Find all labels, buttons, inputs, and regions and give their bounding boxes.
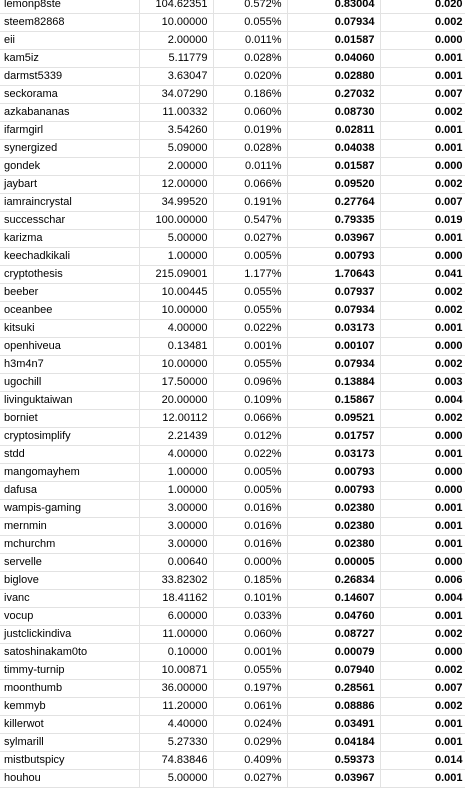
cell-amount[interactable]: 10.00871 [139, 662, 213, 680]
cell-amount[interactable]: 33.82302 [139, 572, 213, 590]
cell-account-name[interactable]: cryptothesis [0, 266, 139, 284]
cell-share[interactable]: 0.007 [380, 680, 465, 698]
cell-value[interactable]: 0.04184 [287, 734, 380, 752]
cell-share[interactable]: 0.002 [380, 410, 465, 428]
cell-percentage[interactable]: 0.572% [213, 0, 287, 14]
cell-share[interactable]: 0.001 [380, 122, 465, 140]
table-row [0, 752, 465, 770]
table-row [0, 554, 465, 572]
cell-account-name[interactable]: cryptosimplify [0, 428, 139, 446]
cell-amount[interactable]: 12.00000 [139, 176, 213, 194]
cell-amount[interactable]: 5.27330 [139, 734, 213, 752]
cell-percentage[interactable]: 0.020% [213, 68, 287, 86]
cell-value[interactable]: 0.03967 [287, 230, 380, 248]
cell-share[interactable]: 0.000 [380, 464, 465, 482]
cell-value[interactable]: 0.00793 [287, 248, 380, 266]
cell-share[interactable]: 0.000 [380, 338, 465, 356]
cell-percentage[interactable]: 0.028% [213, 50, 287, 68]
table-row [0, 572, 465, 590]
cell-share[interactable]: 0.001 [380, 500, 465, 518]
cell-account-name[interactable]: mchurchm [0, 536, 139, 554]
cell-account-name[interactable]: synergized [0, 140, 139, 158]
cell-value[interactable]: 0.08730 [287, 104, 380, 122]
cell-share[interactable]: 0.000 [380, 554, 465, 572]
cell-percentage[interactable]: 0.016% [213, 518, 287, 536]
cell-account-name[interactable]: kemmyb [0, 698, 139, 716]
cell-amount[interactable]: 4.00000 [139, 320, 213, 338]
cell-percentage[interactable]: 0.027% [213, 230, 287, 248]
cell-account-name[interactable]: vocup [0, 608, 139, 626]
cell-value[interactable]: 0.28561 [287, 680, 380, 698]
cell-share[interactable]: 0.001 [380, 716, 465, 734]
cell-value[interactable]: 0.03173 [287, 320, 380, 338]
table-row [0, 68, 465, 86]
cell-percentage[interactable]: 0.012% [213, 428, 287, 446]
cell-percentage[interactable]: 0.066% [213, 410, 287, 428]
cell-account-name[interactable]: beeber [0, 284, 139, 302]
cell-percentage[interactable]: 0.055% [213, 14, 287, 32]
cell-account-name[interactable]: mistbutspicy [0, 752, 139, 770]
cell-value[interactable]: 0.07934 [287, 356, 380, 374]
cell-account-name[interactable]: iamraincrystal [0, 194, 139, 212]
table-row [0, 356, 465, 374]
cell-value[interactable]: 0.26834 [287, 572, 380, 590]
cell-amount[interactable]: 11.00332 [139, 104, 213, 122]
cell-percentage[interactable]: 0.060% [213, 626, 287, 644]
cell-value[interactable]: 0.09520 [287, 176, 380, 194]
cell-value[interactable]: 0.01757 [287, 428, 380, 446]
cell-amount[interactable]: 17.50000 [139, 374, 213, 392]
cell-amount[interactable]: 4.00000 [139, 446, 213, 464]
cell-amount[interactable]: 2.00000 [139, 158, 213, 176]
cell-share[interactable]: 0.001 [380, 608, 465, 626]
cell-percentage[interactable]: 0.022% [213, 446, 287, 464]
cell-value[interactable]: 0.00793 [287, 482, 380, 500]
cell-amount[interactable]: 0.10000 [139, 644, 213, 662]
cell-account-name[interactable]: mangomayhem [0, 464, 139, 482]
cell-percentage[interactable]: 0.409% [213, 752, 287, 770]
cell-amount[interactable]: 11.20000 [139, 698, 213, 716]
cell-share[interactable]: 0.000 [380, 32, 465, 50]
cell-value[interactable]: 0.02811 [287, 122, 380, 140]
cell-amount[interactable]: 3.63047 [139, 68, 213, 86]
cell-percentage[interactable]: 0.061% [213, 698, 287, 716]
cell-percentage[interactable]: 0.016% [213, 500, 287, 518]
table-row [0, 482, 465, 500]
cell-percentage[interactable]: 0.060% [213, 104, 287, 122]
cell-amount[interactable]: 1.00000 [139, 464, 213, 482]
cell-account-name[interactable]: stdd [0, 446, 139, 464]
table-row [0, 86, 465, 104]
cell-percentage[interactable]: 1.177% [213, 266, 287, 284]
cell-value[interactable]: 0.03967 [287, 770, 380, 788]
cell-share[interactable]: 0.001 [380, 140, 465, 158]
cell-share[interactable]: 0.001 [380, 734, 465, 752]
table-row [0, 536, 465, 554]
table-row [0, 662, 465, 680]
cell-amount[interactable]: 3.00000 [139, 536, 213, 554]
cell-amount[interactable]: 3.00000 [139, 518, 213, 536]
cell-share[interactable]: 0.000 [380, 248, 465, 266]
cell-percentage[interactable]: 0.019% [213, 122, 287, 140]
cell-value[interactable]: 0.83004 [287, 0, 380, 14]
table-row [0, 410, 465, 428]
cell-account-name[interactable]: gondek [0, 158, 139, 176]
cell-account-name[interactable]: satoshinakam0to [0, 644, 139, 662]
cell-account-name[interactable]: kam5iz [0, 50, 139, 68]
table-row [0, 374, 465, 392]
table-row [0, 716, 465, 734]
cell-percentage[interactable]: 0.005% [213, 464, 287, 482]
cell-value[interactable]: 1.70643 [287, 266, 380, 284]
cell-percentage[interactable]: 0.000% [213, 554, 287, 572]
cell-share[interactable]: 0.002 [380, 14, 465, 32]
cell-value[interactable]: 0.04060 [287, 50, 380, 68]
cell-value[interactable]: 0.02380 [287, 536, 380, 554]
cell-account-name[interactable]: jaybart [0, 176, 139, 194]
cell-account-name[interactable]: biglove [0, 572, 139, 590]
table-row [0, 626, 465, 644]
cell-value[interactable]: 0.15867 [287, 392, 380, 410]
cell-amount[interactable]: 5.00000 [139, 770, 213, 788]
cell-share[interactable]: 0.000 [380, 158, 465, 176]
cell-account-name[interactable]: justclickindiva [0, 626, 139, 644]
cell-amount[interactable]: 34.99520 [139, 194, 213, 212]
cell-amount[interactable]: 5.09000 [139, 140, 213, 158]
cell-account-name[interactable]: sylmarill [0, 734, 139, 752]
cell-value[interactable]: 0.27032 [287, 86, 380, 104]
cell-value[interactable]: 0.09521 [287, 410, 380, 428]
cell-account-name[interactable]: lemonp8ste [0, 0, 139, 14]
table-row [0, 212, 465, 230]
cell-amount[interactable]: 0.00640 [139, 554, 213, 572]
cell-account-name[interactable]: oceanbee [0, 302, 139, 320]
cell-value[interactable]: 0.00005 [287, 554, 380, 572]
table-row [0, 0, 465, 14]
table-row [0, 500, 465, 518]
cell-percentage[interactable]: 0.005% [213, 248, 287, 266]
cell-percentage[interactable]: 0.022% [213, 320, 287, 338]
cell-amount[interactable]: 1.00000 [139, 482, 213, 500]
cell-percentage[interactable]: 0.547% [213, 212, 287, 230]
cell-share[interactable]: 0.002 [380, 104, 465, 122]
cell-account-name[interactable]: wampis-gaming [0, 500, 139, 518]
cell-account-name[interactable]: eii [0, 32, 139, 50]
cell-amount[interactable]: 215.09001 [139, 266, 213, 284]
cell-share[interactable]: 0.020 [380, 0, 465, 14]
table-row [0, 338, 465, 356]
cell-percentage[interactable]: 0.029% [213, 734, 287, 752]
cell-percentage[interactable]: 0.011% [213, 32, 287, 50]
cell-account-name[interactable]: ifarmgirl [0, 122, 139, 140]
cell-account-name[interactable]: moonthumb [0, 680, 139, 698]
cell-amount[interactable]: 74.83846 [139, 752, 213, 770]
cell-share[interactable]: 0.004 [380, 590, 465, 608]
cell-amount[interactable]: 3.00000 [139, 500, 213, 518]
cell-account-name[interactable]: darmst5339 [0, 68, 139, 86]
cell-account-name[interactable]: seckorama [0, 86, 139, 104]
table-row [0, 428, 465, 446]
cell-account-name[interactable]: kitsuki [0, 320, 139, 338]
cell-percentage[interactable]: 0.011% [213, 158, 287, 176]
cell-percentage[interactable]: 0.005% [213, 482, 287, 500]
table-row [0, 392, 465, 410]
cell-account-name[interactable]: h3m4n7 [0, 356, 139, 374]
table-row [0, 590, 465, 608]
cell-value[interactable]: 0.07940 [287, 662, 380, 680]
cell-percentage[interactable]: 0.066% [213, 176, 287, 194]
cell-value[interactable]: 0.00079 [287, 644, 380, 662]
cell-amount[interactable]: 1.00000 [139, 248, 213, 266]
cell-value[interactable]: 0.00107 [287, 338, 380, 356]
table-row [0, 266, 465, 284]
table-row [0, 734, 465, 752]
table-row [0, 248, 465, 266]
cell-amount[interactable]: 0.13481 [139, 338, 213, 356]
cell-share[interactable]: 0.002 [380, 302, 465, 320]
table-row [0, 518, 465, 536]
cell-account-name[interactable]: azkabananas [0, 104, 139, 122]
cell-share[interactable]: 0.001 [380, 50, 465, 68]
cell-share[interactable]: 0.006 [380, 572, 465, 590]
cell-share[interactable]: 0.007 [380, 194, 465, 212]
cell-account-name[interactable]: killerwot [0, 716, 139, 734]
cell-percentage[interactable]: 0.055% [213, 302, 287, 320]
cell-amount[interactable]: 2.00000 [139, 32, 213, 50]
cell-percentage[interactable]: 0.001% [213, 644, 287, 662]
cell-share[interactable]: 0.001 [380, 68, 465, 86]
cell-account-name[interactable]: dafusa [0, 482, 139, 500]
table-row [0, 302, 465, 320]
cell-amount[interactable]: 3.54260 [139, 122, 213, 140]
cell-percentage[interactable]: 0.109% [213, 392, 287, 410]
cell-share[interactable]: 0.001 [380, 230, 465, 248]
cell-share[interactable]: 0.001 [380, 446, 465, 464]
cell-value[interactable]: 0.03173 [287, 446, 380, 464]
cell-percentage[interactable]: 0.186% [213, 86, 287, 104]
cell-percentage[interactable]: 0.096% [213, 374, 287, 392]
cell-value[interactable]: 0.01587 [287, 32, 380, 50]
table-row [0, 50, 465, 68]
cell-amount[interactable]: 2.21439 [139, 428, 213, 446]
cell-account-name[interactable]: openhiveua [0, 338, 139, 356]
table-row [0, 608, 465, 626]
cell-amount[interactable]: 5.00000 [139, 230, 213, 248]
cell-percentage[interactable]: 0.101% [213, 590, 287, 608]
cell-value[interactable]: 0.02880 [287, 68, 380, 86]
cell-account-name[interactable]: mernmin [0, 518, 139, 536]
table-row [0, 770, 465, 788]
cell-share[interactable]: 0.000 [380, 428, 465, 446]
cell-value[interactable]: 0.04038 [287, 140, 380, 158]
cell-percentage[interactable]: 0.191% [213, 194, 287, 212]
cell-share[interactable]: 0.000 [380, 482, 465, 500]
cell-value[interactable]: 0.07934 [287, 302, 380, 320]
cell-share[interactable]: 0.001 [380, 536, 465, 554]
table-row [0, 320, 465, 338]
cell-value[interactable]: 0.03491 [287, 716, 380, 734]
cell-percentage[interactable]: 0.185% [213, 572, 287, 590]
cell-account-name[interactable]: steem82868 [0, 14, 139, 32]
cell-share[interactable]: 0.041 [380, 266, 465, 284]
cell-account-name[interactable]: ivanc [0, 590, 139, 608]
cell-value[interactable]: 0.13884 [287, 374, 380, 392]
cell-account-name[interactable]: borniet [0, 410, 139, 428]
table-row [0, 32, 465, 50]
cell-share[interactable]: 0.014 [380, 752, 465, 770]
table-row [0, 446, 465, 464]
table-row [0, 230, 465, 248]
cell-percentage[interactable]: 0.055% [213, 662, 287, 680]
cell-amount[interactable]: 34.07290 [139, 86, 213, 104]
cell-percentage[interactable]: 0.016% [213, 536, 287, 554]
table-row [0, 680, 465, 698]
cell-account-name[interactable]: timmy-turnip [0, 662, 139, 680]
cell-value[interactable]: 0.02380 [287, 518, 380, 536]
cell-amount[interactable]: 5.11779 [139, 50, 213, 68]
cell-value[interactable]: 0.02380 [287, 500, 380, 518]
cell-share[interactable]: 0.002 [380, 284, 465, 302]
cell-account-name[interactable]: successchar [0, 212, 139, 230]
cell-value[interactable]: 0.79335 [287, 212, 380, 230]
cell-percentage[interactable]: 0.033% [213, 608, 287, 626]
table-row [0, 194, 465, 212]
cell-share[interactable]: 0.001 [380, 770, 465, 788]
cell-value[interactable]: 0.07934 [287, 14, 380, 32]
cell-share[interactable]: 0.004 [380, 392, 465, 410]
cell-amount[interactable]: 36.00000 [139, 680, 213, 698]
cell-percentage[interactable]: 0.027% [213, 770, 287, 788]
cell-value[interactable]: 0.08886 [287, 698, 380, 716]
cell-value[interactable]: 0.27764 [287, 194, 380, 212]
cell-percentage[interactable]: 0.055% [213, 284, 287, 302]
table-row [0, 464, 465, 482]
table-row [0, 284, 465, 302]
table-row [0, 176, 465, 194]
cell-amount[interactable]: 12.00112 [139, 410, 213, 428]
cell-share[interactable]: 0.002 [380, 176, 465, 194]
table-row [0, 104, 465, 122]
cell-amount[interactable]: 100.00000 [139, 212, 213, 230]
cell-amount[interactable]: 10.00000 [139, 302, 213, 320]
cell-account-name[interactable]: houhou [0, 770, 139, 788]
cell-amount[interactable]: 6.00000 [139, 608, 213, 626]
cell-account-name[interactable]: karizma [0, 230, 139, 248]
cell-share[interactable]: 0.002 [380, 698, 465, 716]
table-row [0, 644, 465, 662]
cell-share[interactable]: 0.007 [380, 86, 465, 104]
cell-share[interactable]: 0.002 [380, 356, 465, 374]
cell-value[interactable]: 0.59373 [287, 752, 380, 770]
cell-share[interactable]: 0.001 [380, 320, 465, 338]
cell-amount[interactable]: 10.00000 [139, 14, 213, 32]
cell-percentage[interactable]: 0.197% [213, 680, 287, 698]
cell-share[interactable]: 0.001 [380, 518, 465, 536]
cell-account-name[interactable]: servelle [0, 554, 139, 572]
cell-value[interactable]: 0.08727 [287, 626, 380, 644]
cell-share[interactable]: 0.002 [380, 662, 465, 680]
cell-value[interactable]: 0.01587 [287, 158, 380, 176]
cell-percentage[interactable]: 0.001% [213, 338, 287, 356]
cell-amount[interactable]: 10.00000 [139, 356, 213, 374]
cell-amount[interactable]: 11.00000 [139, 626, 213, 644]
table-row [0, 14, 465, 32]
cell-value[interactable]: 0.14607 [287, 590, 380, 608]
cell-share[interactable]: 0.019 [380, 212, 465, 230]
cell-value[interactable]: 0.07937 [287, 284, 380, 302]
cell-amount[interactable]: 18.41162 [139, 590, 213, 608]
table-row [0, 698, 465, 716]
table-row [0, 158, 465, 176]
cell-percentage[interactable]: 0.028% [213, 140, 287, 158]
cell-account-name[interactable]: keechadkikali [0, 248, 139, 266]
cell-account-name[interactable]: ugochill [0, 374, 139, 392]
cell-share[interactable]: 0.000 [380, 644, 465, 662]
table-row [0, 140, 465, 158]
cell-amount[interactable]: 4.40000 [139, 716, 213, 734]
cell-value[interactable]: 0.04760 [287, 608, 380, 626]
cell-share[interactable]: 0.003 [380, 374, 465, 392]
cell-percentage[interactable]: 0.055% [213, 356, 287, 374]
cell-amount[interactable]: 10.00445 [139, 284, 213, 302]
table-row [0, 122, 465, 140]
cell-percentage[interactable]: 0.024% [213, 716, 287, 734]
cell-account-name[interactable]: livinguktaiwan [0, 392, 139, 410]
cell-value[interactable]: 0.00793 [287, 464, 380, 482]
cell-amount[interactable]: 20.00000 [139, 392, 213, 410]
cell-share[interactable]: 0.002 [380, 626, 465, 644]
cell-amount[interactable]: 104.62351 [139, 0, 213, 14]
